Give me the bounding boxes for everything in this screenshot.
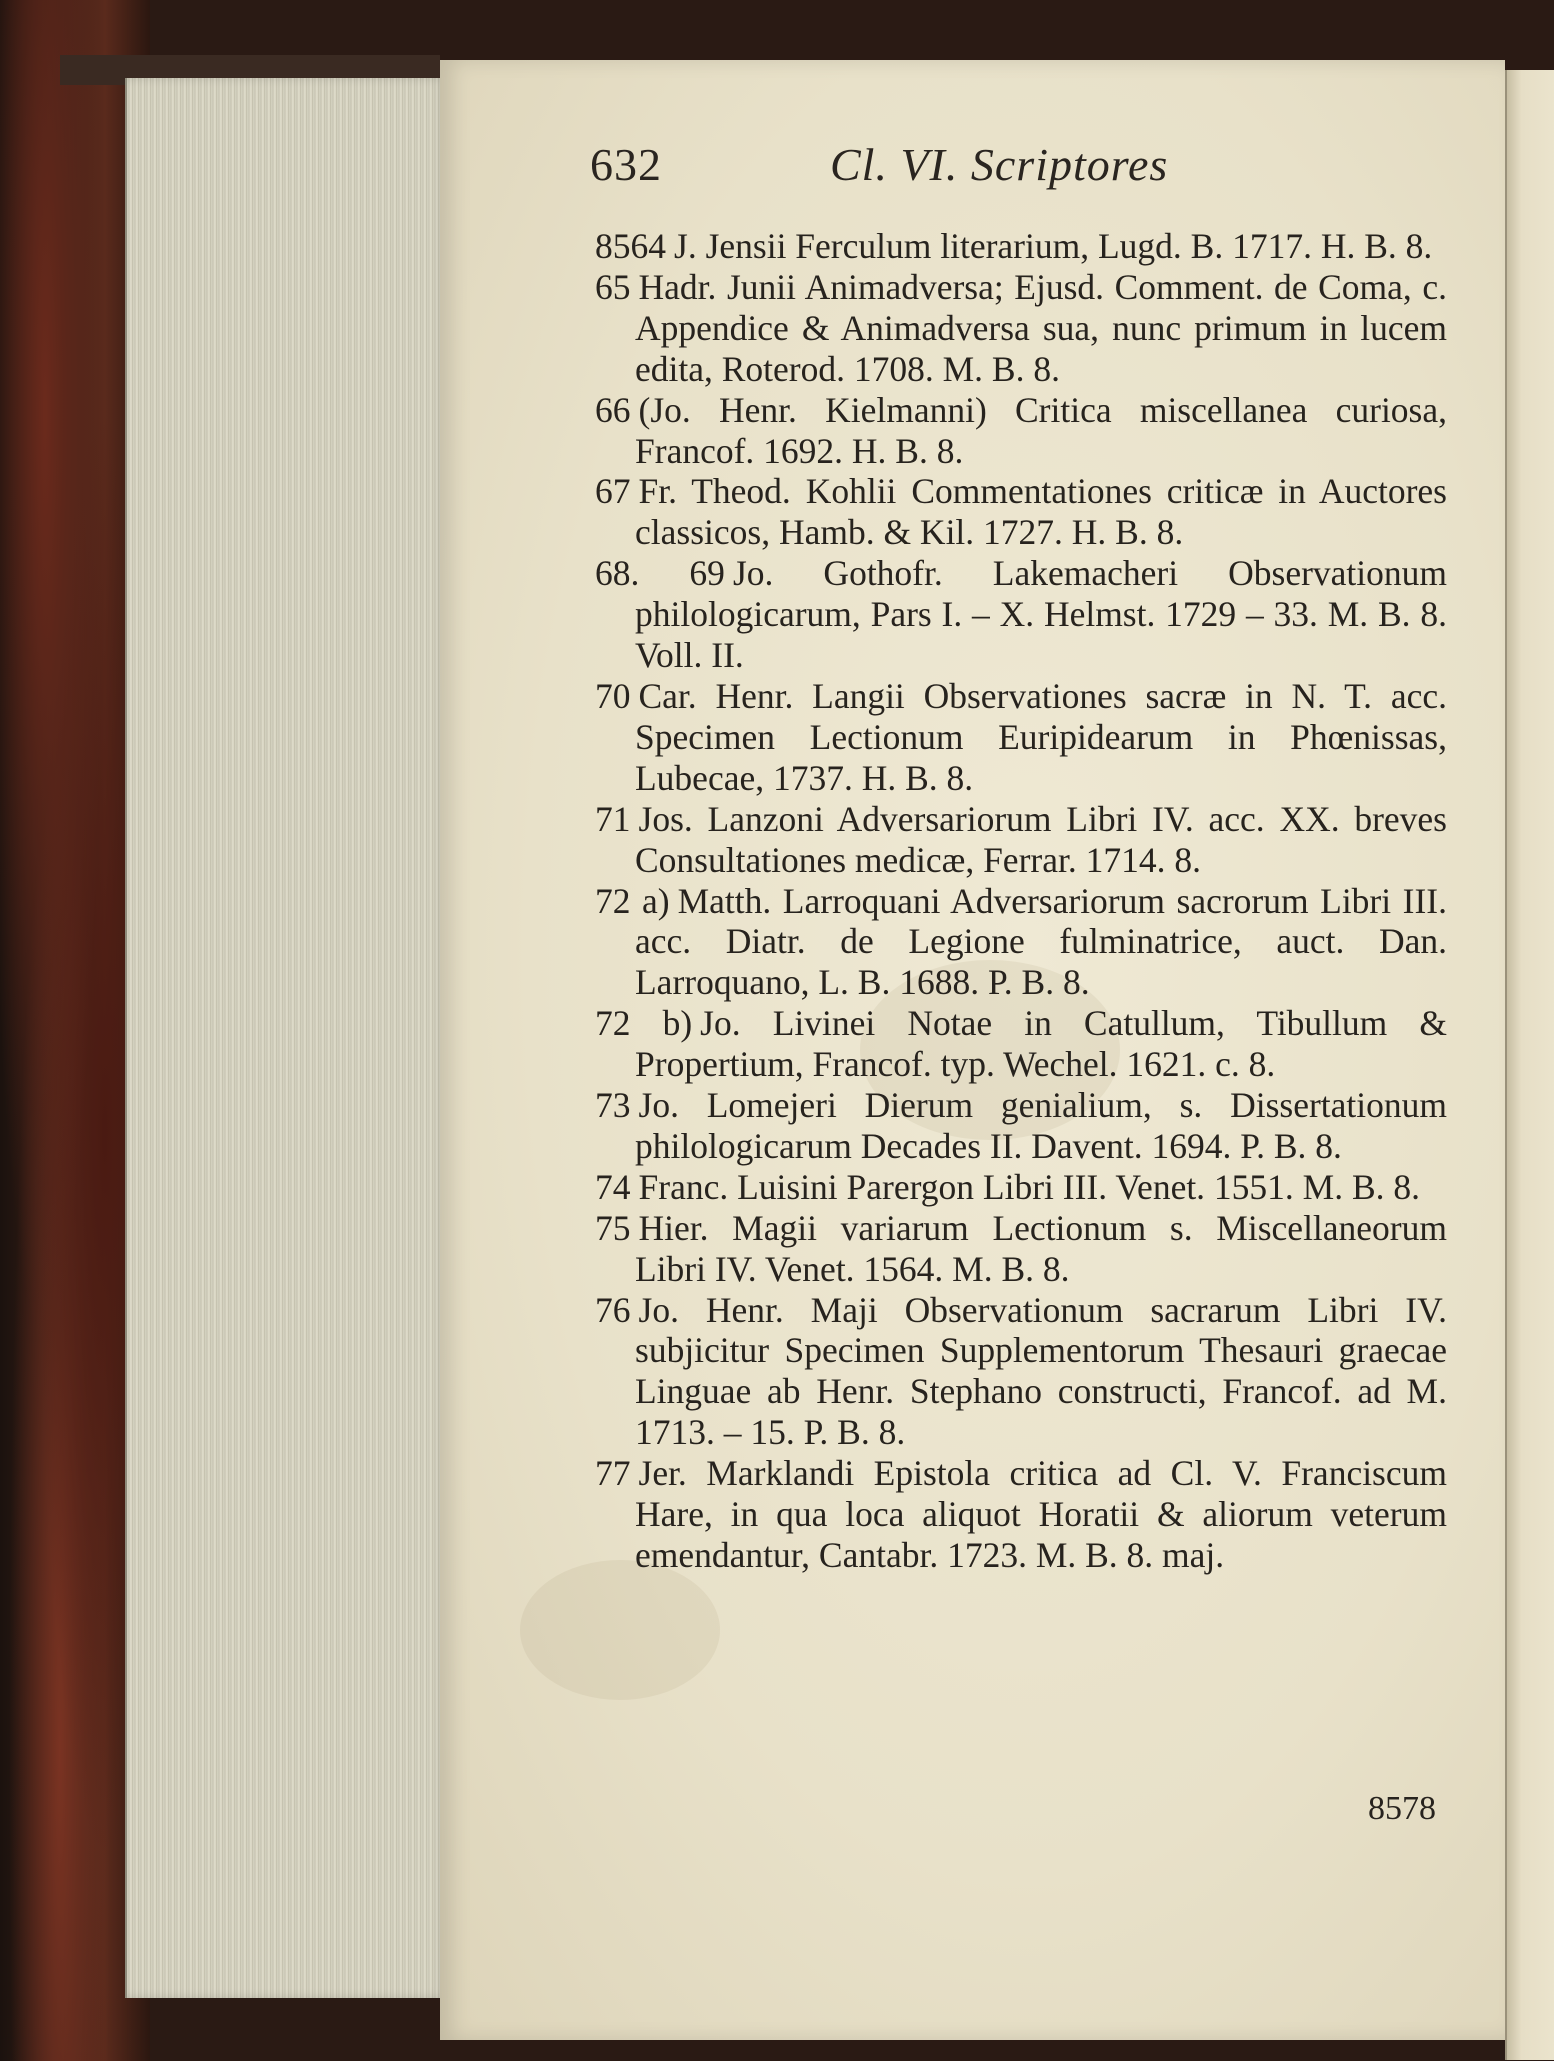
entry-number: 74	[595, 1166, 631, 1207]
bibliography-entry	[595, 799, 1447, 881]
bibliography-entry	[595, 1453, 1447, 1576]
entry-number: 75	[595, 1207, 631, 1248]
entry-number: 70	[595, 675, 631, 716]
entry-number: 8564	[595, 226, 666, 266]
entry-text: Jo. Lomejeri Dierum genialium, s. Dissertationum philologicarum Decades II. Davent. 1694. P. B. 8.	[635, 1085, 1447, 1166]
page-number: 632	[590, 139, 662, 190]
bibliography-entry	[595, 1167, 1447, 1208]
entry-number: 71	[595, 798, 631, 839]
entry-number: 72 b)	[595, 1003, 693, 1044]
entry-text: J. Jensii Ferculum literarium, Lugd. B. 1717. H. B. 8.	[674, 226, 1433, 266]
running-head: Cl. VI. Scriptores	[830, 139, 1169, 190]
bibliography-entry	[595, 226, 1447, 267]
entry-text: Car. Henr. Langii Observationes sacræ in N. T. acc. Specimen Lectionum Euripidearum in Phœnissas, Lubecae, 1737. H. B. 8.	[635, 675, 1447, 798]
bibliography-list	[595, 226, 1447, 1576]
bibliography-entry	[595, 676, 1447, 799]
catchword: 8578	[1368, 1790, 1436, 1827]
entry-number: 72 a)	[595, 880, 670, 921]
entry-text: Matth. Larroquani Adversariorum sacrorum Libri III. acc. Diatr. de Legione fulminatrice, auct. Dan. Larroquano, L. B. 1688. P. B. 8.	[635, 880, 1447, 1003]
bibliography-entry	[595, 881, 1447, 1004]
bibliography-entry	[595, 267, 1447, 390]
entry-text: Jo. Henr. Maji Observationum sacrarum Libri IV. subjicitur Specimen Supplementorum Thesauri graecae Linguae ab Henr. Stephano constructi, Francof. ad M. 1713. – 15. P. B. 8.	[635, 1289, 1447, 1453]
entry-text: Franc. Luisini Parergon Libri III. Venet. 1551. M. B. 8.	[638, 1166, 1421, 1207]
facing-page-edge	[1505, 70, 1554, 2060]
bibliography-entry	[595, 1085, 1447, 1167]
entry-number: 67	[595, 471, 631, 512]
bibliography-entry	[595, 471, 1447, 553]
entry-text: Jo. Gothofr. Lakemacheri Observationum philologicarum, Pars I. – X. Helmst. 1729 – 33. M. B. 8. Voll. II.	[635, 553, 1447, 676]
page-header	[590, 138, 1290, 208]
entry-number: 77	[595, 1453, 631, 1494]
bibliography-entry	[595, 1208, 1447, 1290]
entry-number: 66	[595, 389, 631, 430]
entry-text: Jos. Lanzoni Adversariorum Libri IV. acc. XX. breves Consultationes medicæ, Ferrar. 1714. 8.	[635, 798, 1447, 880]
bibliography-entry	[595, 553, 1447, 676]
entry-number: 65	[595, 266, 631, 307]
bibliography-entry	[595, 1003, 1447, 1085]
entry-text: Fr. Theod. Kohlii Commentationes criticæ in Auctores classicos, Hamb. & Kil. 1727. H. B. 8.	[635, 471, 1447, 553]
entry-number: 73	[595, 1085, 631, 1126]
entry-text: Jer. Marklandi Epistola critica ad Cl. V. Franciscum Hare, in qua loca aliquot Horatii & aliorum veterum emendantur, Cantabr. 1723. M. B. 8. maj.	[635, 1453, 1447, 1575]
page-fore-edge	[125, 78, 447, 1998]
entry-number: 76	[595, 1289, 631, 1330]
entry-text: Hadr. Junii Animadversa; Ejusd. Comment. de Coma, c. Appendice & Animadversa sua, nunc primum in lucem edita, Roterod. 1708. M. B. 8.	[635, 266, 1447, 389]
entry-text: (Jo. Henr. Kielmanni) Critica miscellanea curiosa, Francof. 1692. H. B. 8.	[635, 389, 1447, 471]
bibliography-entry	[595, 390, 1447, 472]
entry-text: Jo. Livinei Notae in Catullum, Tibullum & Propertium, Francof. typ. Wechel. 1621. c. 8.	[635, 1003, 1447, 1085]
entry-number: 68. 69	[595, 553, 725, 594]
entry-text: Hier. Magii variarum Lectionum s. Miscellaneorum Libri IV. Venet. 1564. M. B. 8.	[635, 1207, 1447, 1289]
paper-stain	[520, 1560, 720, 1700]
bibliography-entry	[595, 1290, 1447, 1454]
